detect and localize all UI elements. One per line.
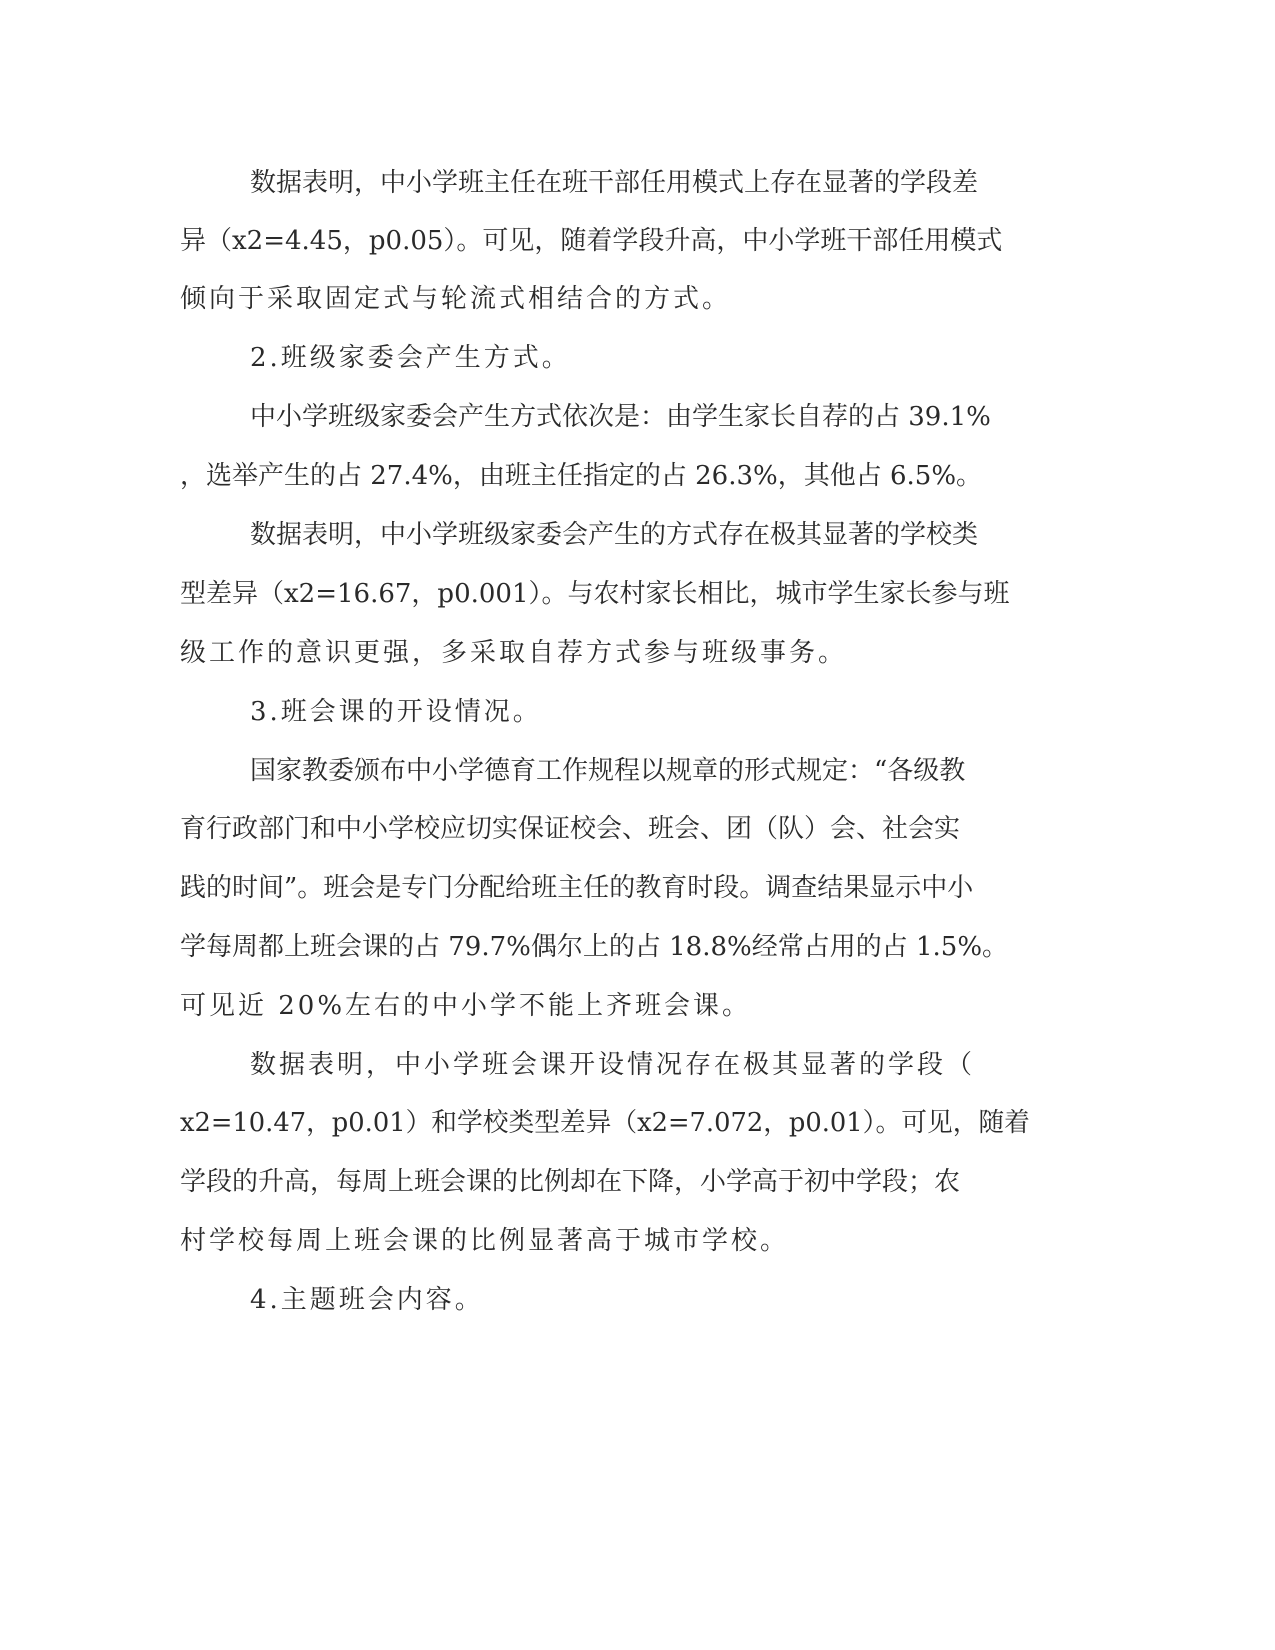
- section-heading: 4.主题班会内容。: [250, 1285, 484, 1315]
- text-line: x2=10.47，p0.01）和学校类型差异（x2=7.072，p0.01）。可见，随着: [180, 1108, 1030, 1138]
- text-line: 型差异（x2=16.67，p0.001）。与农村家长相比，城市学生家长参与班: [180, 579, 1010, 609]
- text-line: 践的时间”。班会是专门分配给班主任的教育时段。调查结果显示中小: [180, 873, 974, 903]
- text-line: 国家教委颁布中小学德育工作规程以规章的形式规定：“各级教: [250, 756, 966, 786]
- text-line: ，选举产生的占 27.4%，由班主任指定的占 26.3%，其他占 6.5%。: [180, 461, 983, 491]
- text-line: 学段的升高，每周上班会课的比例却在下降，小学高于初中学段；农: [180, 1167, 961, 1197]
- section-heading: 2.班级家委会产生方式。: [250, 343, 571, 373]
- text-line: 可见近 20%左右的中小学不能上齐班会课。: [180, 991, 752, 1021]
- text-line: 数据表明，中小学班主任在班干部任用模式上存在显著的学段差: [250, 168, 979, 198]
- text-line: 育行政部门和中小学校应切实保证校会、班会、团（队）会、社会实: [180, 814, 961, 844]
- text-line: 级工作的意识更强，多采取自荐方式参与班级事务。: [180, 638, 848, 668]
- text-line: 村学校每周上班会课的比例显著高于城市学校。: [180, 1226, 790, 1256]
- text-line: 数据表明，中小学班级家委会产生的方式存在极其显著的学校类: [250, 520, 979, 550]
- section-heading: 3.班会课的开设情况。: [250, 697, 542, 727]
- text-line: 数据表明，中小学班会课开设情况存在极其显著的学段（: [250, 1050, 976, 1080]
- text-line: 倾向于采取固定式与轮流式相结合的方式。: [180, 284, 732, 314]
- text-line: 中小学班级家委会产生方式依次是：由学生家长自荐的占 39.1%: [250, 402, 991, 432]
- text-line: 异（x2=4.45，p0.05）。可见，随着学段升高，中小学班干部任用模式: [180, 226, 1003, 256]
- text-line: 学每周都上班会课的占 79.7%偶尔上的占 18.8%经常占用的占 1.5%。: [180, 932, 1009, 962]
